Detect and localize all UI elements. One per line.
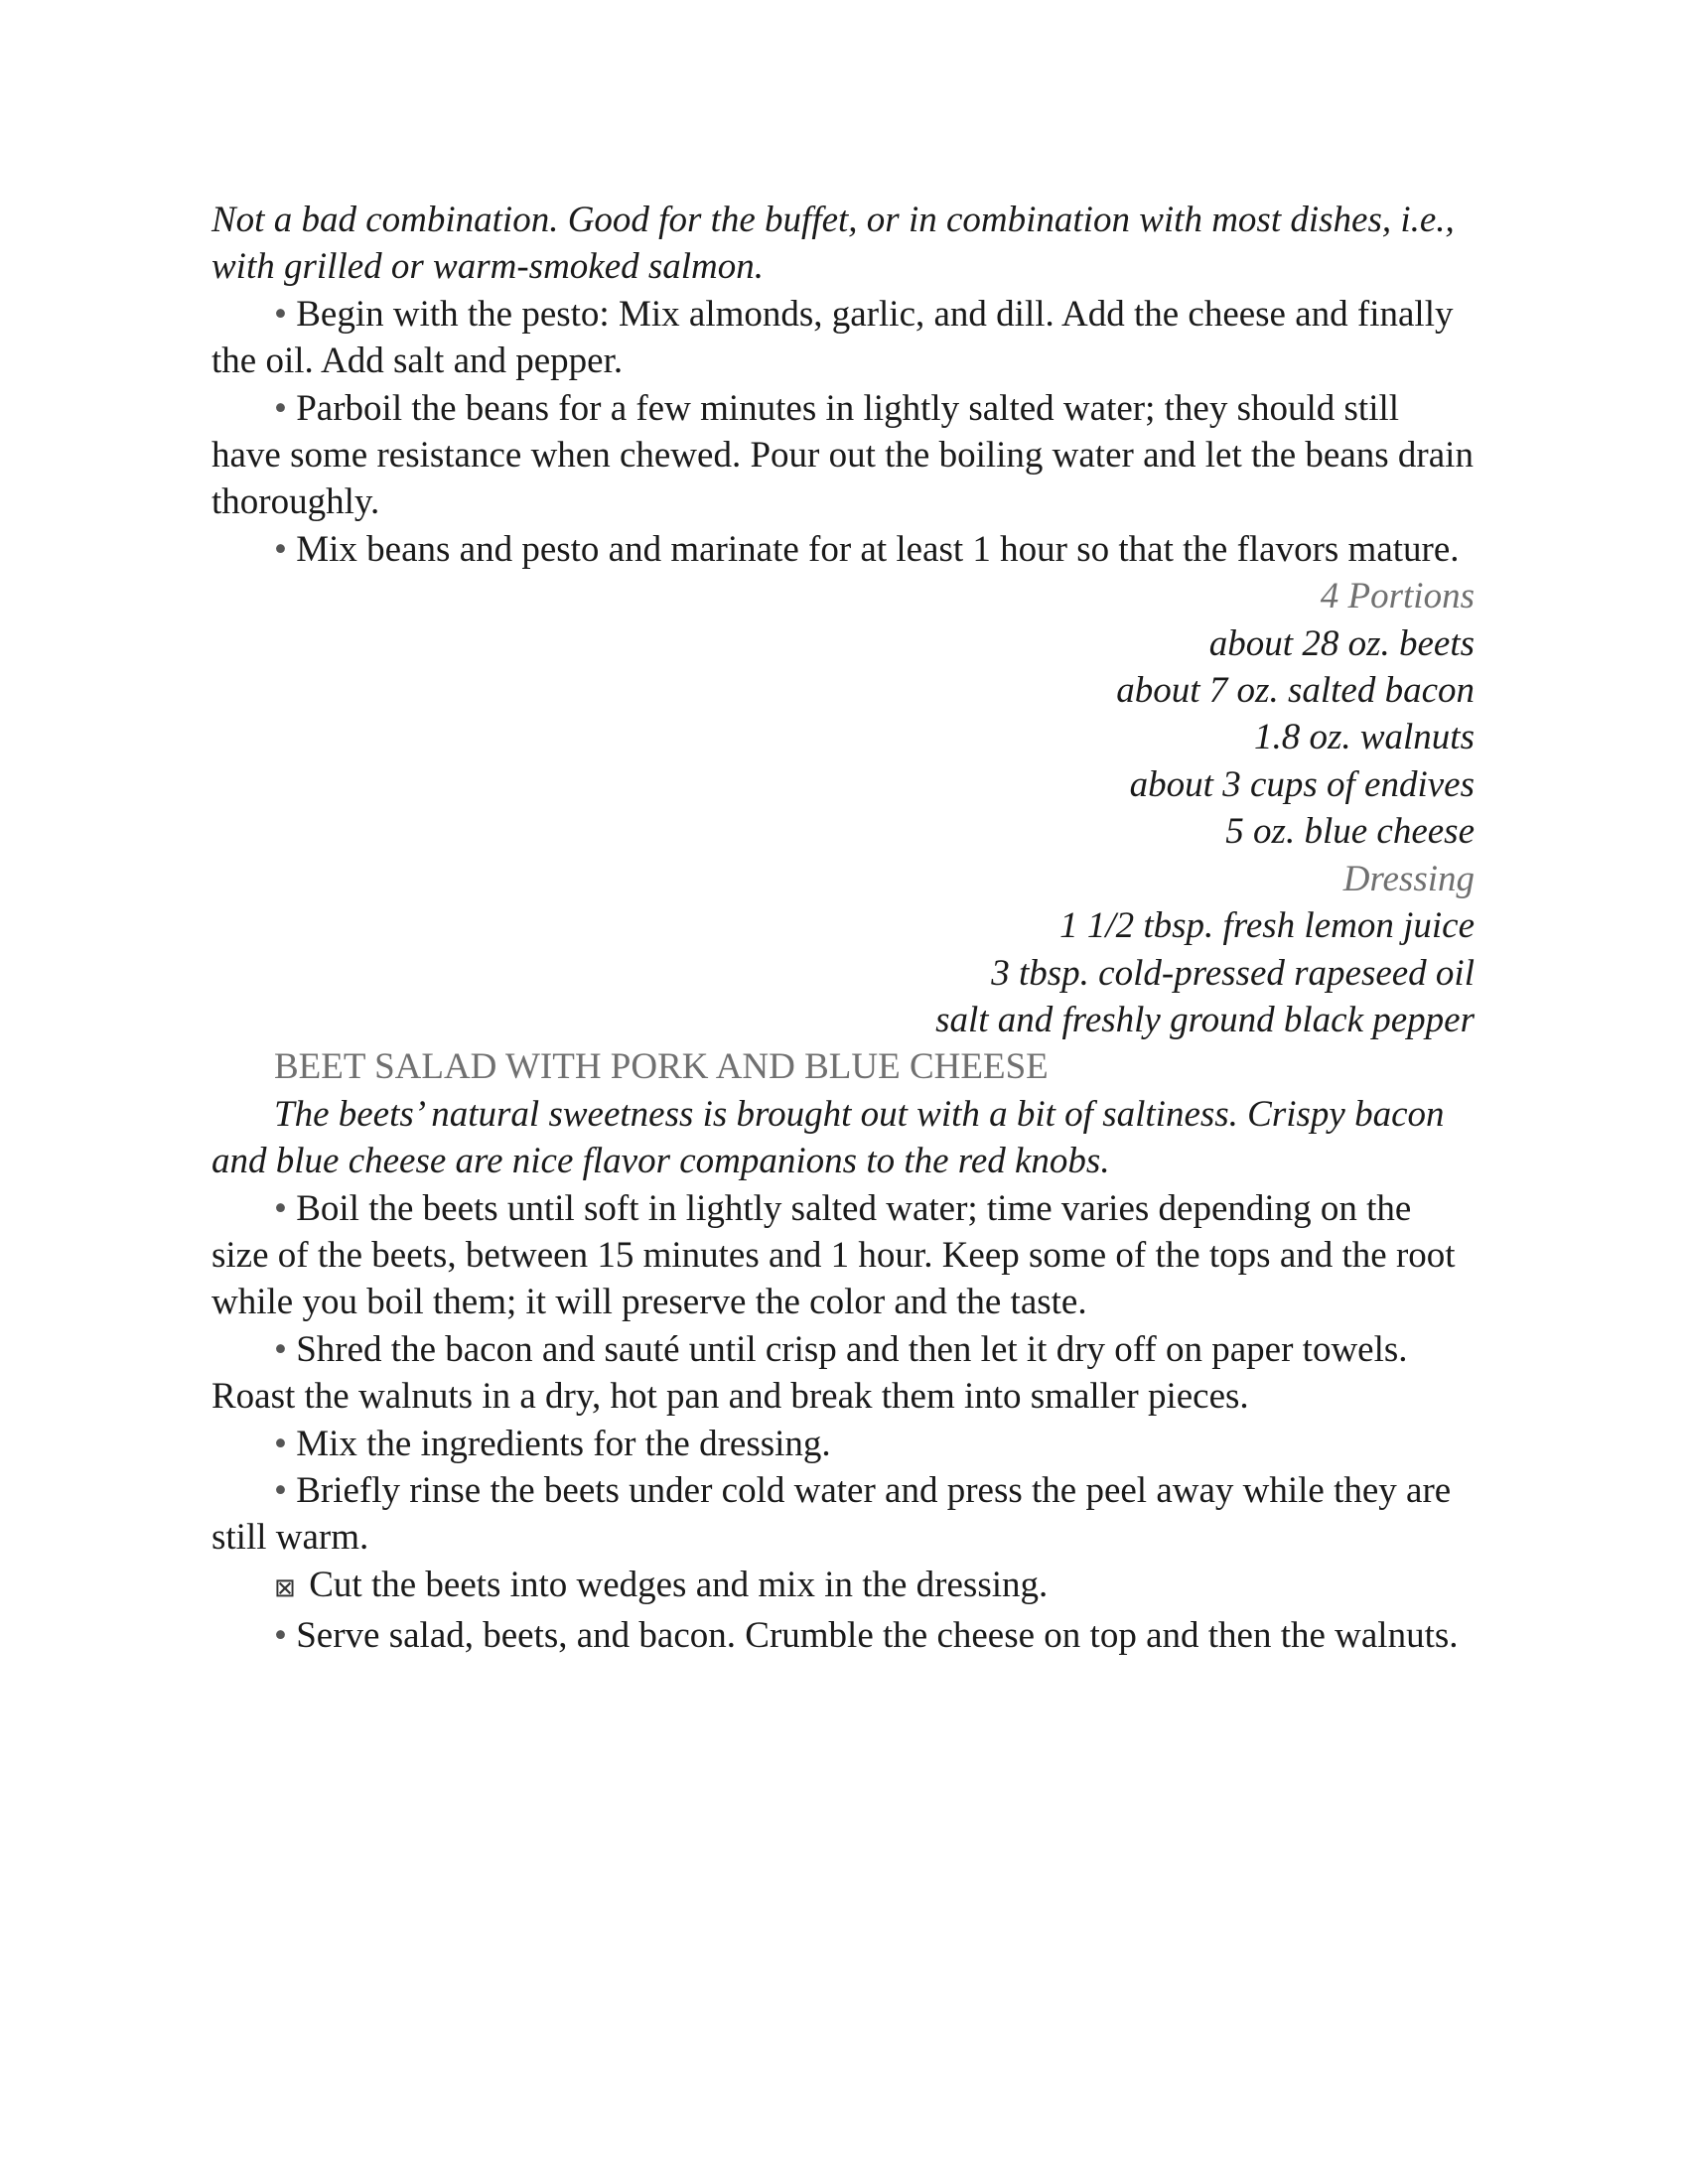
ingredient-item: about 7 oz. salted bacon (1116, 670, 1475, 712)
bullet-icon: • (274, 293, 287, 335)
step-text: Parboil the beans for a few minutes in lightly salted water; they should still have some resistance when chewed. Pour out the boiling water and let the beans drain thoroughly. (211, 387, 1474, 523)
section2-step (211, 1467, 1475, 1562)
bullet-icon: • (274, 387, 287, 429)
recipe-title: BEET SALAD WITH PORK AND BLUE CHEESE (274, 1046, 1049, 1088)
section2-step (211, 1612, 1475, 1659)
section2-step (211, 1421, 1475, 1467)
section2-step (211, 1562, 1475, 1612)
dressing-item: salt and freshly ground black pepper (935, 999, 1475, 1040)
bullet-icon: • (274, 528, 287, 570)
bullet-icon: • (274, 1328, 287, 1370)
bullet-icon: • (274, 1615, 287, 1657)
dressing-item: 3 tbsp. cold-pressed rapeseed oil (991, 952, 1475, 994)
step-text: Serve salad, beets, and bacon. Crumble the cheese on top and then the walnuts. (296, 1615, 1459, 1657)
step-text: Mix beans and pesto and marinate for at least 1 hour so that the flavors mature. (296, 528, 1460, 570)
section2-step (211, 1326, 1475, 1421)
dressing-item: 1 1/2 tbsp. fresh lemon juice (1059, 905, 1475, 947)
step-text: Briefly rinse the beets under cold water and press the peel away while they are still warm. (211, 1469, 1452, 1559)
dressing-heading: Dressing (1342, 858, 1475, 899)
step-text: Begin with the pesto: Mix almonds, garlic, and dill. Add the cheese and finally the oil. Add salt and pepper. (211, 293, 1454, 382)
bullet-icon: • (274, 1187, 287, 1229)
step-text: Boil the beets until soft in lightly salted water; time varies depending on the size of the beets, between 15 minutes and 1 hour. Keep some of the tops and the root while you boil them; it will preserve the color and the taste. (211, 1187, 1456, 1323)
bullet-icon: • (274, 1469, 287, 1511)
section1-step (211, 291, 1475, 385)
bullet-icon: • (274, 1423, 287, 1464)
step-text: Mix the ingredients for the dressing. (296, 1423, 831, 1464)
section1-intro: Not a bad combination. Good for the buffet, or in combination with most dishes, i.e., with grilled or warm-smoked salmon. (211, 200, 1455, 288)
section2-step (211, 1185, 1475, 1326)
section1-step (211, 385, 1475, 526)
missing-glyph-icon: ⊠ (274, 1572, 296, 1603)
ingredient-item: 5 oz. blue cheese (1225, 811, 1475, 853)
ingredient-item: about 3 cups of endives (1129, 763, 1475, 805)
section1-step (211, 526, 1475, 573)
section2-intro: The beets’ natural sweetness is brought out with a bit of saltiness. Crispy bacon and blue cheese are nice flavor companions to the red knobs. (211, 1093, 1445, 1182)
portions-heading: 4 Portions (1320, 576, 1475, 617)
ingredient-item: 1.8 oz. walnuts (1253, 717, 1475, 758)
ingredient-item: about 28 oz. beets (1208, 622, 1475, 664)
step-text: Cut the beets into wedges and mix in the dressing. (309, 1564, 1049, 1605)
document-page (211, 197, 1475, 1660)
step-text: Shred the bacon and sauté until crisp and then let it dry off on paper towels. Roast the walnuts in a dry, hot pan and break them into smaller pieces. (211, 1328, 1408, 1418)
ingredient-list (211, 573, 1475, 1043)
